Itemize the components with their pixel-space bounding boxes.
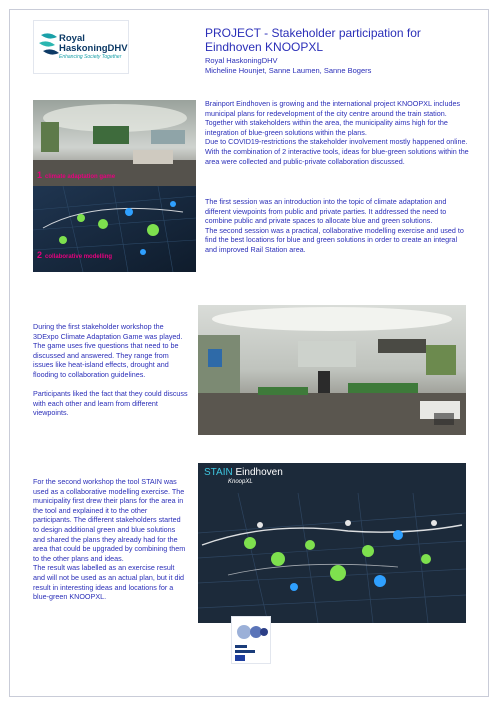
symposium-mark-icon	[235, 620, 269, 644]
logo-line-1: Royal	[59, 33, 85, 44]
climate-game-label: climate adaptation game	[45, 174, 116, 180]
expo-hall-image	[198, 305, 466, 435]
symposium-logo	[231, 616, 271, 664]
symposium-text	[235, 645, 255, 661]
stain-city: Eindhoven	[235, 467, 283, 478]
workshop-2-text: For the second workshop the tool STAIN was used as a collaborative modelling exercise. The municipality first drew their plans for the area in the tool and explained it to the other participants. The different stakeholders started to design additional green and blue solutions and shared the plans they already had for the area that could be upgraded by combining them to the other plans and ideas. The result was labelled as an exercise result and will not be used as an actual plan, but it did result in interesting ideas and locations for a blue-green KNOOPXL.	[33, 477, 186, 602]
climate-game-caption	[37, 170, 115, 180]
stain-project: KnoopXL	[228, 479, 253, 485]
logo-line-2: HaskoningDHV	[59, 42, 128, 54]
royal-haskoningdhv-logo	[33, 20, 129, 74]
logo-tagline: Enhancing Society Together	[59, 54, 122, 60]
stain-map-image	[198, 463, 466, 623]
authors: Micheline Hounjet, Sanne Laumen, Sanne Bogers	[205, 66, 372, 75]
page-title: PROJECT - Stakeholder participation for Eindhoven KNOOPXL	[205, 26, 421, 54]
collab-modelling-label: collaborative modelling	[45, 254, 113, 260]
intro-paragraph-2: The first session was an introduction into the topic of climate adaptation and different viewpoints from public and private parties. It addressed the need to combine public and private spaces to allocate blue and green solutions. The second session was a practical, collaborative modelling exercise and used to find the best locations for blue and green solutions in order to create an integral and improved Rail Station area.	[205, 197, 464, 254]
intro-paragraph-1: Brainport Eindhoven is growing and the international project KNOOPXL includes municipal plans for redevelopment of the city centre around the train station. Together with stakeholders within the area, the municipality aims high for the integration of blue-green solutions within the plans. Due to COVID19-restrictions the stakeholder involvement mostly happened online. With the combination of 2 interactive tools, ideas for blue-green solutions within the area were collected and public-private collaboration discussed.	[205, 99, 469, 166]
organisation: Royal HaskoningDHV	[205, 56, 278, 65]
climate-game-number: 1	[37, 170, 43, 180]
workshop-1-text: During the first stakeholder workshop the 3DExpo Climate Adaptation Game was played. The game uses five questions that need to be discussed and answered. They range from issues like heat-island effects, drought and flooding to collaboration guidelines. Participants liked the fact that they could discuss with each other and learn from different viewpoints.	[33, 322, 188, 418]
stain-header	[204, 467, 283, 478]
collab-modelling-caption	[37, 250, 112, 260]
author-block	[205, 56, 480, 76]
stain-brand: STAIN	[204, 467, 233, 478]
collab-modelling-number: 2	[37, 250, 43, 260]
climate-game-image	[33, 100, 196, 272]
